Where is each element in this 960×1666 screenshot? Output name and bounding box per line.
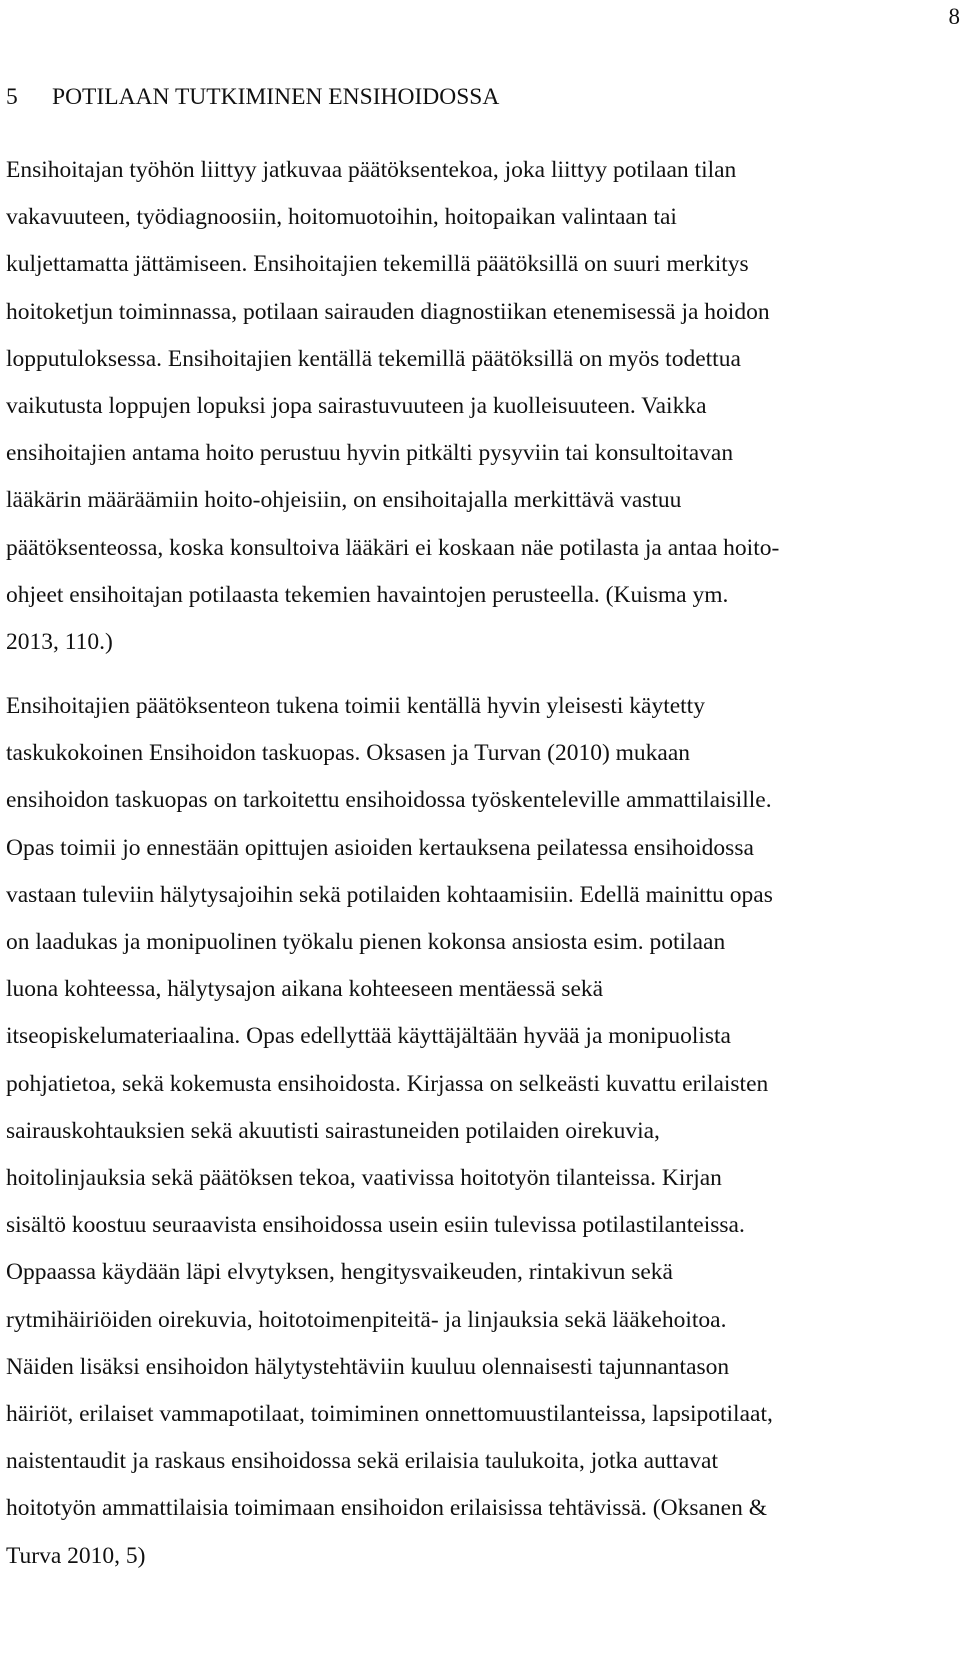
text-line: rytmihäiriöiden oirekuvia, hoitotoimenpiteitä- ja linjauksia sekä lääkehoitoa. (6, 1306, 727, 1333)
text-line: hoitotyön ammattilaisia toimimaan ensihoidon erilaisissa tehtävissä. (Oksanen & (6, 1495, 767, 1522)
text-line: Turva 2010, 5) (6, 1542, 146, 1569)
text-line: vaikutusta loppujen lopuksi jopa sairastuvuuteen ja kuolleisuuteen. Vaikka (6, 393, 707, 419)
text-line: Ensihoitajan työhön liittyy jatkuvaa päätöksentekoa, joka liittyy potilaan tilan (6, 157, 737, 183)
text-line: ensihoitajien antama hoito perustuu hyvin pitkälti pysyviin tai konsultoitavan (6, 440, 734, 467)
text-line: itseopiskelumateriaalina. Opas edellyttää käyttäjältään hyvää ja monipuolista (6, 1023, 731, 1050)
text-line: sairauskohtauksien sekä akuutisti sairastuneiden potilaiden oirekuvia, (6, 1117, 660, 1144)
text-line: Näiden lisäksi ensihoidon hälytystehtäviin kuuluu olennaisesti tajunnantason (6, 1353, 730, 1380)
text-line: Oppaassa käydään läpi elvytyksen, hengitysvaikeuden, rintakivun sekä (6, 1259, 673, 1286)
text-line: vastaan tuleviin hälytysajoihin sekä potilaiden kohtaamisiin. Edellä mainittu opas (6, 881, 773, 908)
text-line: taskukokoinen Ensihoidon taskuopas. Oksasen ja Turvan (2010) mukaan (6, 740, 691, 767)
text-line: Opas toimii jo ennestään opittujen asioiden kertauksena peilatessa ensihoidossa (6, 834, 754, 861)
text-line: lopputuloksessa. Ensihoitajien kentällä tekemillä päätöksillä on myös todettua (6, 345, 741, 372)
text-line: 2013, 110.) (6, 629, 113, 655)
text-line: vakavuuteen, työdiagnoosiin, hoitomuotoihin, hoitopaikan valintaan tai (6, 204, 677, 231)
text-line: on laadukas ja monipuolinen työkalu pienen kokonsa ansiosta esim. potilaan (6, 929, 726, 955)
page-number: 8 (948, 4, 960, 29)
text-line: ensihoidon taskuopas on tarkoitettu ensihoidossa työskenteleville ammattilaisille. (6, 787, 772, 814)
text-line: lääkärin määräämiin hoito-ohjeisiin, on ensihoitajalla merkittävä vastuu (6, 487, 682, 514)
text-line: sisältö koostuu seuraavista ensihoidossa usein esiin tulevissa potilastilanteissa. (6, 1212, 745, 1239)
text-line: pohjatietoa, sekä kokemusta ensihoidosta. Kirjassa on selkeästi kuvattu erilaisten (6, 1070, 769, 1097)
text-line: häiriöt, erilaiset vammapotilaat, toimiminen onnettomuustilanteissa, lapsipotilaat, (6, 1401, 773, 1427)
section-heading (6, 82, 499, 112)
section-number: 5 (6, 84, 18, 110)
text-line: hoitoketjun toiminnassa, potilaan sairauden diagnostiikan etenemisessä ja hoidon (6, 298, 770, 325)
text-line: Ensihoitajien päätöksenteon tukena toimii kentällä hyvin yleisesti käytetty (6, 693, 705, 719)
text-line: naistentaudit ja raskaus ensihoidossa sekä erilaisia taulukoita, jotka auttavat (6, 1448, 718, 1475)
text-line: luona kohteessa, hälytysajon aikana kohteeseen mentäessä sekä (6, 976, 604, 1003)
text-line: hoitolinjauksia sekä päätöksen tekoa, vaativissa hoitotyön tilanteissa. Kirjan (6, 1165, 722, 1191)
text-line: kuljettamatta jättämiseen. Ensihoitajien tekemillä päätöksillä on suuri merkitys (6, 251, 749, 278)
text-line: ohjeet ensihoitajan potilaasta tekemien havaintojen perusteella. (Kuisma ym. (6, 581, 729, 608)
section-title: POTILAAN TUTKIMINEN ENSIHOIDOSSA (52, 84, 500, 110)
text-line: päätöksenteossa, koska konsultoiva lääkäri ei koskaan näe potilasta ja antaa hoito- (6, 534, 780, 561)
